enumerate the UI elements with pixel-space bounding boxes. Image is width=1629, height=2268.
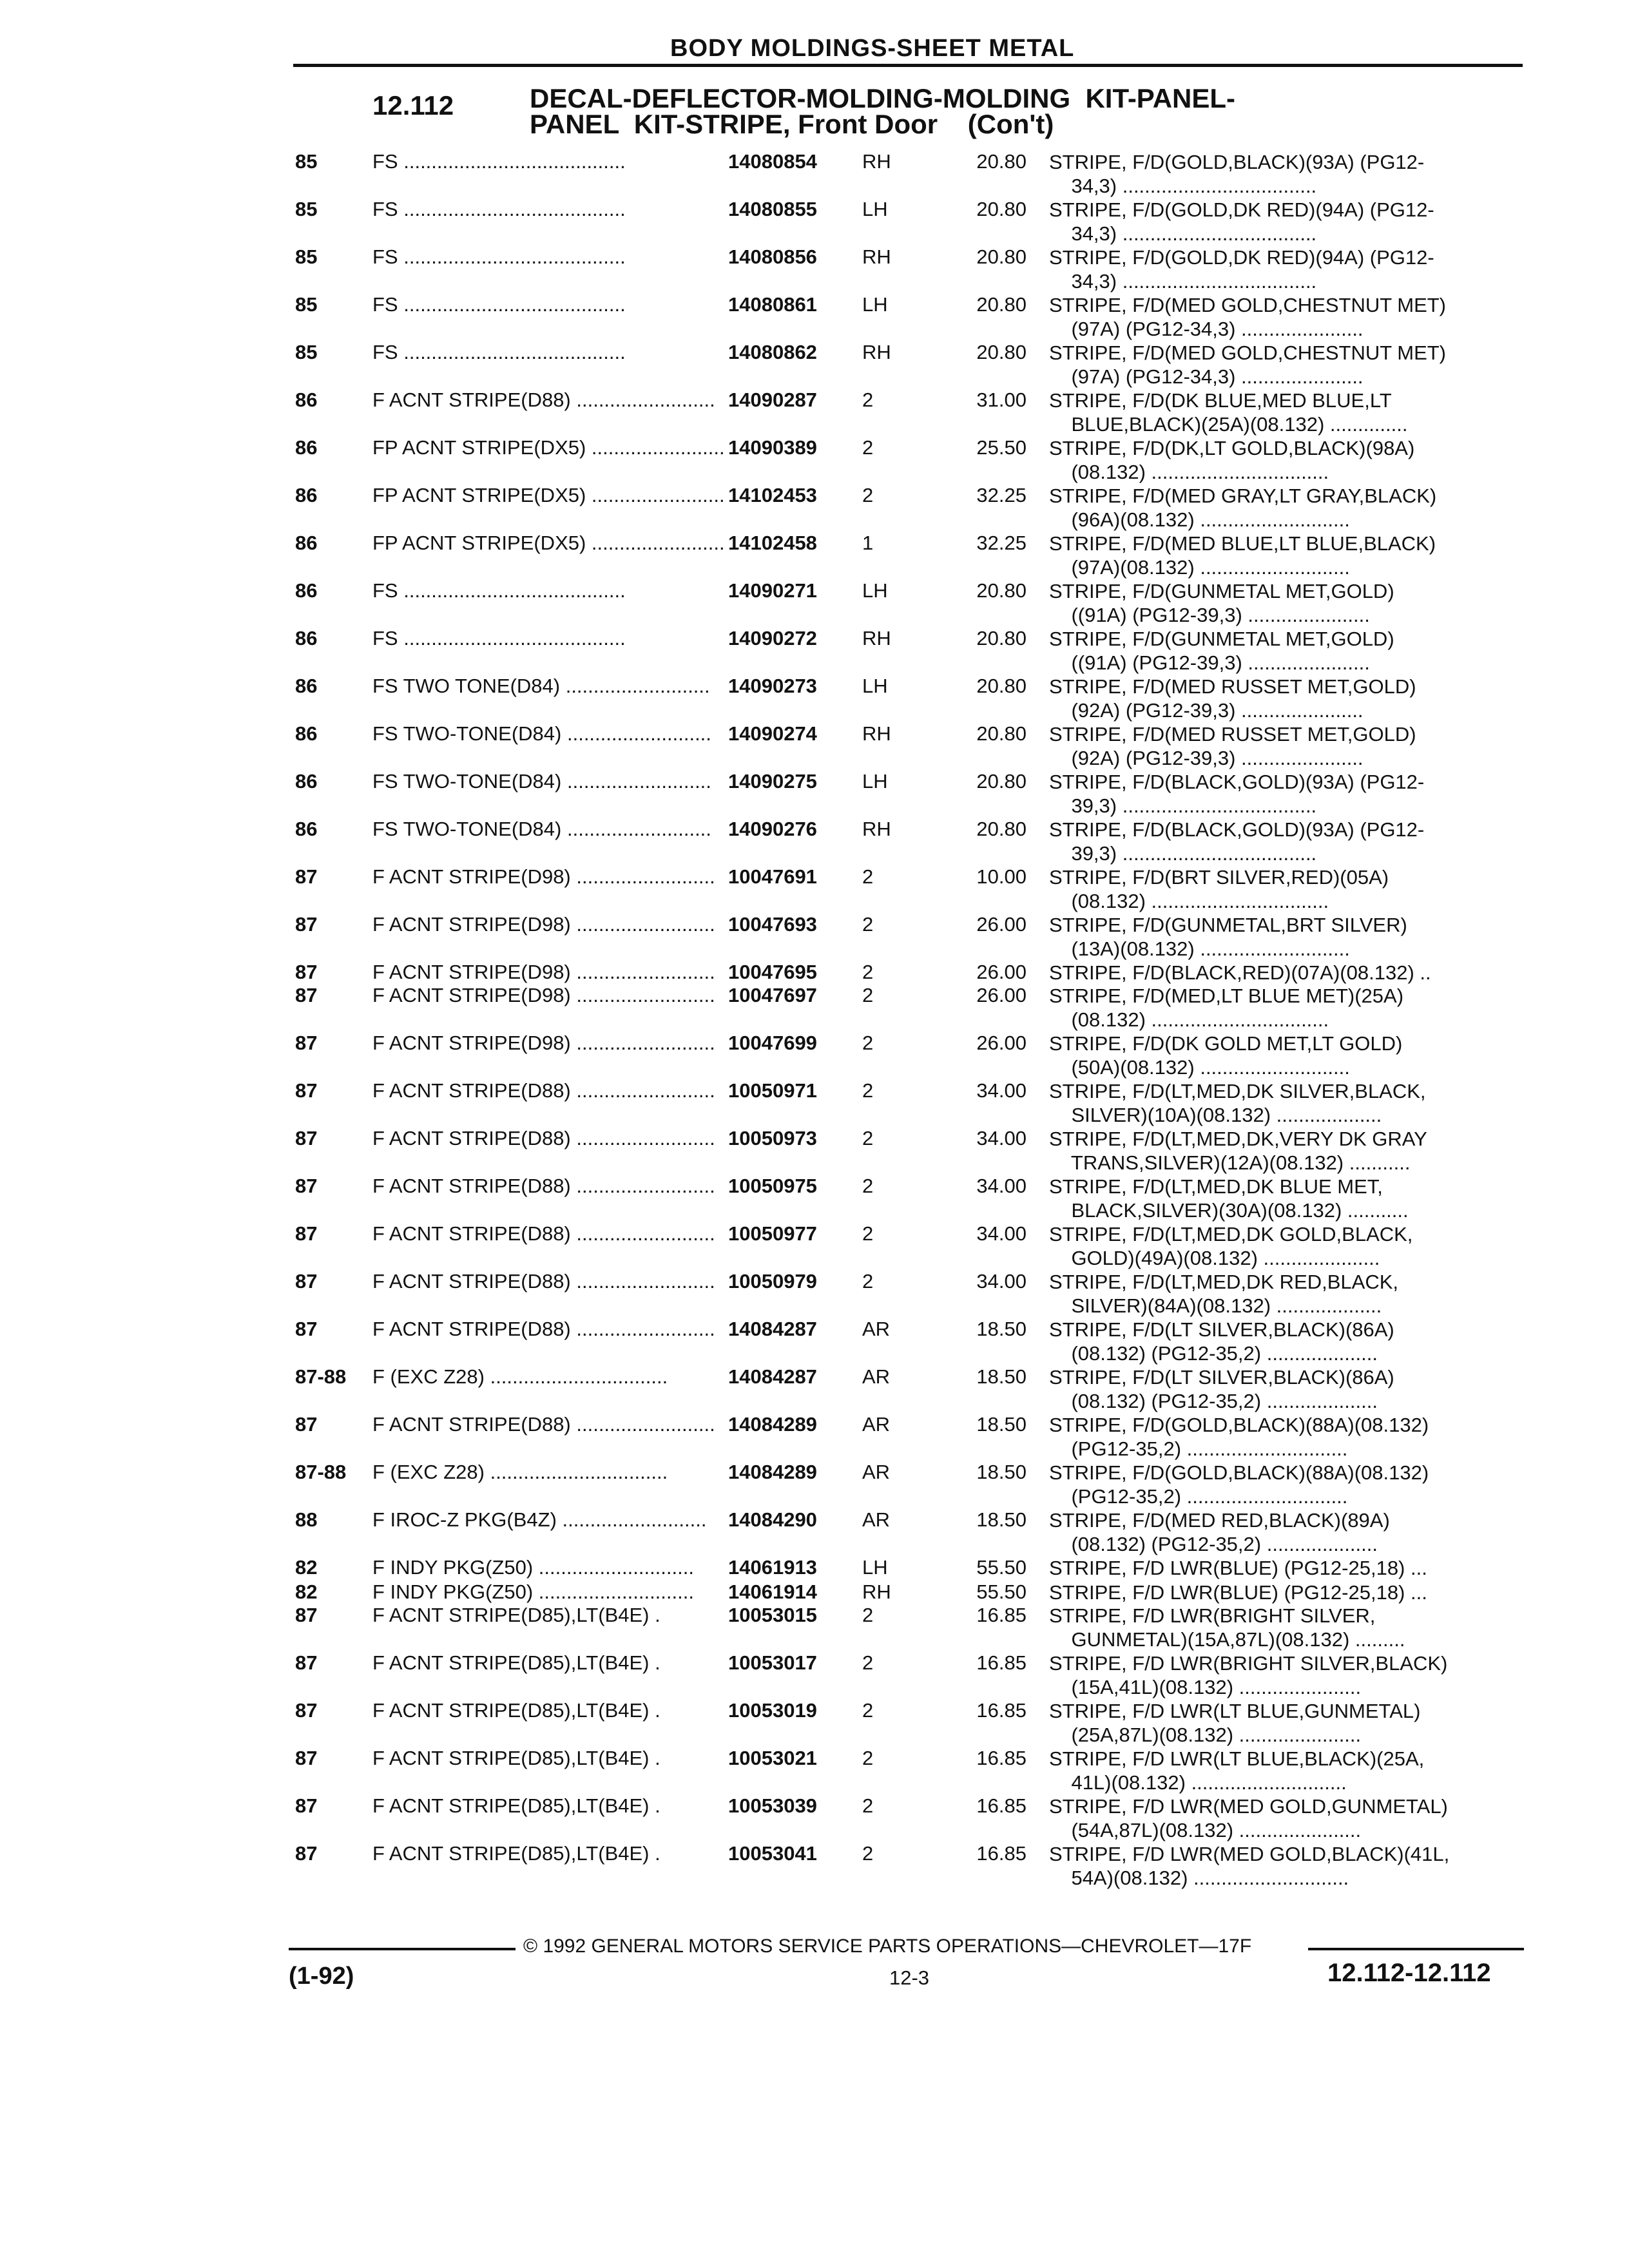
price: 16.85 [976,1651,1027,1674]
ref-number: 87 [295,1747,318,1769]
price: 55.50 [976,1556,1027,1579]
price: 55.50 [976,1581,1027,1603]
quantity: RH [862,722,891,745]
ref-number: 87 [295,1604,318,1626]
part-number: 10050973 [728,1127,817,1149]
usage-description: FS ........................................ [372,198,626,220]
price: 18.50 [976,1413,1027,1436]
usage-description: F ACNT STRIPE(D85),LT(B4E) . [372,1604,660,1626]
page-header-title: BODY MOLDINGS-SHEET METAL [670,35,1075,62]
price: 20.80 [976,675,1027,697]
ref-number: 87 [295,1842,318,1865]
part-description: STRIPE, F/D(MED GRAY,LT GRAY,BLACK) (96A)(08.132) ........................... [1049,485,1437,531]
part-number: 14090389 [728,436,817,459]
part-number: 10050971 [728,1079,817,1102]
ref-number: 86 [295,436,318,459]
usage-description: F ACNT STRIPE(D88) ......................... [372,1079,715,1102]
part-number: 14080861 [728,293,817,316]
quantity: AR [862,1461,891,1483]
quantity: 2 [862,865,874,888]
price: 34.00 [976,1079,1027,1102]
quantity: 2 [862,436,874,459]
quantity: 2 [862,1270,874,1293]
quantity: LH [862,675,888,697]
ref-number: 86 [295,770,318,793]
usage-description: F ACNT STRIPE(D98) ......................... [372,1032,715,1054]
price: 20.80 [976,341,1027,363]
price: 20.80 [976,150,1027,173]
part-number: 10053015 [728,1604,817,1626]
ref-number: 82 [295,1581,318,1603]
part-number: 14080862 [728,341,817,363]
ref-number: 87-88 [295,1461,347,1483]
part-number: 10053021 [728,1747,817,1769]
price: 32.25 [976,484,1027,506]
usage-description: F ACNT STRIPE(D85),LT(B4E) . [372,1699,660,1722]
usage-description: FP ACNT STRIPE(DX5) ........................ [372,532,725,554]
price: 34.00 [976,1175,1027,1197]
usage-description: F ACNT STRIPE(D88) ......................... [372,389,715,411]
ref-number: 85 [295,341,318,363]
part-number: 14090287 [728,389,817,411]
part-description: STRIPE, F/D(GOLD,DK RED)(94A) (PG12- 34,3) ................................... [1049,198,1434,245]
price: 26.00 [976,913,1027,936]
price: 26.00 [976,1032,1027,1054]
part-description: STRIPE, F/D(GUNMETAL,BRT SILVER) (13A)(08.132) ........................... [1049,914,1407,960]
usage-description: FS ........................................ [372,627,626,649]
part-description: STRIPE, F/D(GUNMETAL MET,GOLD) ((91A) (PG12-39,3) ...................... [1049,628,1394,674]
part-number: 14090275 [728,770,817,793]
quantity: 2 [862,1079,874,1102]
part-number: 10047691 [728,865,817,888]
ref-number: 85 [295,293,318,316]
footer-date: (1-92) [289,1963,354,1990]
part-description: STRIPE, F/D(GOLD,BLACK)(93A) (PG12- 34,3) ................................... [1049,151,1425,197]
section-title: DECAL-DEFLECTOR-MOLDING-MOLDING KIT-PANEL- PANEL KIT-STRIPE, Front Door (Con't) [530,83,1236,139]
price: 20.80 [976,293,1027,316]
usage-description: F INDY PKG(Z50) ............................ [372,1556,694,1579]
ref-number: 86 [295,675,318,697]
part-description: STRIPE, F/D(LT,MED,DK RED,BLACK, SILVER)(84A)(08.132) ................... [1049,1271,1399,1317]
price: 32.25 [976,532,1027,554]
price: 20.80 [976,627,1027,649]
price: 20.80 [976,245,1027,268]
part-number: 10050977 [728,1222,817,1245]
price: 20.80 [976,579,1027,602]
part-number: 10050975 [728,1175,817,1197]
price: 34.00 [976,1222,1027,1245]
footer-page-number: 12-3 [889,1966,930,1989]
part-description: STRIPE, F/D(MED GOLD,CHESTNUT MET) (97A) (PG12-34,3) ...................... [1049,294,1447,340]
part-description: STRIPE, F/D(LT SILVER,BLACK)(86A) (08.132) (PG12-35,2) .................... [1049,1318,1394,1365]
quantity: AR [862,1318,891,1340]
quantity: LH [862,293,888,316]
usage-description: F ACNT STRIPE(D88) ......................... [372,1175,715,1197]
price: 18.50 [976,1461,1027,1483]
price: 31.00 [976,389,1027,411]
part-number: 10047695 [728,961,817,983]
usage-description: FS ........................................ [372,293,626,316]
quantity: 2 [862,1032,874,1054]
quantity: 2 [862,1794,874,1817]
part-number: 14084287 [728,1318,817,1340]
ref-number: 87 [295,984,318,1006]
price: 16.85 [976,1747,1027,1769]
part-number: 14080854 [728,150,817,173]
ref-number: 87 [295,1651,318,1674]
price: 16.85 [976,1699,1027,1722]
quantity: 2 [862,1747,874,1769]
quantity: RH [862,341,891,363]
quantity: LH [862,1556,888,1579]
part-description: STRIPE, F/D(MED RUSSET MET,GOLD) (92A) (PG12-39,3) ...................... [1049,675,1416,722]
part-number: 14090271 [728,579,817,602]
usage-description: F ACNT STRIPE(D88) ......................... [372,1413,715,1436]
part-description: STRIPE, F/D LWR(BRIGHT SILVER, GUNMETAL)(15A,87L)(08.132) ......... [1049,1604,1405,1651]
quantity: LH [862,579,888,602]
part-number: 14084290 [728,1508,817,1531]
quantity: RH [862,627,891,649]
usage-description: F (EXC Z28) ................................ [372,1365,668,1388]
part-number: 10047697 [728,984,817,1006]
usage-description: FS ........................................ [372,341,626,363]
quantity: 2 [862,1175,874,1197]
price: 16.85 [976,1604,1027,1626]
part-description: STRIPE, F/D LWR(LT BLUE,BLACK)(25A, 41L)(08.132) ............................ [1049,1747,1425,1794]
part-description: STRIPE, F/D(MED,LT BLUE MET)(25A) (08.132) ................................ [1049,985,1404,1031]
price: 16.85 [976,1842,1027,1865]
quantity: AR [862,1365,891,1388]
usage-description: FS TWO TONE(D84) .......................... [372,675,710,697]
ref-number: 86 [295,532,318,554]
part-number: 10047699 [728,1032,817,1054]
ref-number: 87 [295,1175,318,1197]
price: 16.85 [976,1794,1027,1817]
header-rule [293,64,1523,67]
part-number: 10053041 [728,1842,817,1865]
part-description: STRIPE, F/D(MED GOLD,CHESTNUT MET) (97A) (PG12-34,3) ...................... [1049,341,1447,388]
usage-description: F (EXC Z28) ................................ [372,1461,668,1483]
part-description: STRIPE, F/D LWR(MED GOLD,GUNMETAL) (54A,87L)(08.132) ...................... [1049,1795,1448,1841]
part-number: 14090273 [728,675,817,697]
footer-rule-left [289,1948,516,1950]
part-description: STRIPE, F/D LWR(LT BLUE,GUNMETAL) (25A,87L)(08.132) ...................... [1049,1700,1421,1746]
part-description: STRIPE, F/D(GOLD,BLACK)(88A)(08.132) (PG12-35,2) ............................. [1049,1414,1429,1460]
ref-number: 87 [295,913,318,936]
quantity: 2 [862,961,874,983]
price: 25.50 [976,436,1027,459]
ref-number: 85 [295,245,318,268]
part-number: 14102458 [728,532,817,554]
ref-number: 87 [295,1413,318,1436]
footer-section-range: 12.112-12.112 [1327,1959,1491,1987]
part-number: 10050979 [728,1270,817,1293]
part-description: STRIPE, F/D(LT,MED,DK GOLD,BLACK, GOLD)(49A)(08.132) ..................... [1049,1223,1413,1269]
price: 20.80 [976,198,1027,220]
quantity: 2 [862,913,874,936]
part-description: STRIPE, F/D(BRT SILVER,RED)(05A) (08.132) ................................ [1049,866,1389,912]
part-description: STRIPE, F/D(LT,MED,DK SILVER,BLACK, SILVER)(10A)(08.132) ................... [1049,1080,1426,1126]
ref-number: 86 [295,818,318,840]
part-description: STRIPE, F/D(MED RUSSET MET,GOLD) (92A) (PG12-39,3) ...................... [1049,723,1416,769]
part-number: 14102453 [728,484,817,506]
quantity: RH [862,150,891,173]
ref-number: 87 [295,1318,318,1340]
part-number: 14061914 [728,1581,817,1603]
usage-description: F ACNT STRIPE(D88) ......................... [372,1318,715,1340]
part-number: 10053039 [728,1794,817,1817]
part-description: STRIPE, F/D(BLACK,GOLD)(93A) (PG12- 39,3) ................................... [1049,771,1425,817]
usage-description: FS TWO-TONE(D84) .......................... [372,770,711,793]
usage-description: FS ........................................ [372,150,626,173]
part-description: STRIPE, F/D(LT SILVER,BLACK)(86A) (08.132) (PG12-35,2) .................... [1049,1366,1394,1412]
part-number: 14090276 [728,818,817,840]
part-number: 14080856 [728,245,817,268]
part-description: STRIPE, F/D(DK,LT GOLD,BLACK)(98A) (08.132) ................................ [1049,437,1415,483]
part-description: STRIPE, F/D(DK GOLD MET,LT GOLD) (50A)(08.132) ........................... [1049,1032,1403,1079]
usage-description: FS TWO-TONE(D84) .......................... [372,722,711,745]
ref-number: 87 [295,1794,318,1817]
part-number: 14084289 [728,1413,817,1436]
usage-description: F ACNT STRIPE(D88) ......................... [372,1270,715,1293]
ref-number: 86 [295,579,318,602]
part-number: 14090272 [728,627,817,649]
usage-description: F ACNT STRIPE(D98) ......................... [372,961,715,983]
usage-description: FS ........................................ [372,579,626,602]
part-description: STRIPE, F/D(LT,MED,DK BLUE MET, BLACK,SILVER)(30A)(08.132) ........... [1049,1175,1409,1222]
usage-description: F ACNT STRIPE(D98) ......................... [372,984,715,1006]
price: 26.00 [976,984,1027,1006]
quantity: AR [862,1508,891,1531]
quantity: RH [862,818,891,840]
ref-number: 86 [295,484,318,506]
part-description: STRIPE, F/D(BLACK,GOLD)(93A) (PG12- 39,3) ................................... [1049,818,1425,865]
price: 26.00 [976,961,1027,983]
quantity: 1 [862,532,874,554]
part-number: 14090274 [728,722,817,745]
part-description: STRIPE, F/D(LT,MED,DK,VERY DK GRAY TRANS,SILVER)(12A)(08.132) ........... [1049,1128,1427,1174]
part-number: 14084289 [728,1461,817,1483]
quantity: LH [862,198,888,220]
part-number: 14061913 [728,1556,817,1579]
usage-description: FS ........................................ [372,245,626,268]
price: 18.50 [976,1365,1027,1388]
part-description: STRIPE, F/D(GUNMETAL MET,GOLD) ((91A) (PG12-39,3) ...................... [1049,580,1394,626]
part-description: STRIPE, F/D(GOLD,BLACK)(88A)(08.132) (PG12-35,2) ............................. [1049,1461,1429,1508]
footer-copyright: © 1992 GENERAL MOTORS SERVICE PARTS OPERATIONS—CHEVROLET—17F [523,1936,1252,1957]
quantity: 2 [862,1699,874,1722]
usage-description: FP ACNT STRIPE(DX5) ........................ [372,436,725,459]
part-description: STRIPE, F/D LWR(BLUE) (PG12-25,18) ... [1049,1557,1427,1579]
ref-number: 87 [295,1270,318,1293]
ref-number: 86 [295,722,318,745]
ref-number: 87 [295,1699,318,1722]
usage-description: F ACNT STRIPE(D85),LT(B4E) . [372,1842,660,1865]
quantity: LH [862,770,888,793]
usage-description: F ACNT STRIPE(D85),LT(B4E) . [372,1651,660,1674]
part-description: STRIPE, F/D LWR(MED GOLD,BLACK)(41L, 54A)(08.132) ............................ [1049,1843,1450,1889]
ref-number: 87 [295,1127,318,1149]
usage-description: F ACNT STRIPE(D98) ......................... [372,865,715,888]
ref-number: 88 [295,1508,318,1531]
quantity: 2 [862,1222,874,1245]
quantity: 2 [862,389,874,411]
footer-rule-right [1308,1948,1524,1950]
quantity: 2 [862,1842,874,1865]
usage-description: FS TWO-TONE(D84) .......................... [372,818,711,840]
ref-number: 87 [295,1032,318,1054]
ref-number: 87 [295,865,318,888]
part-description: STRIPE, F/D(MED RED,BLACK)(89A) (08.132) (PG12-35,2) .................... [1049,1509,1390,1555]
usage-description: F ACNT STRIPE(D85),LT(B4E) . [372,1747,660,1769]
price: 10.00 [976,865,1027,888]
part-description: STRIPE, F/D LWR(BRIGHT SILVER,BLACK) (15A,41L)(08.132) ...................... [1049,1652,1448,1698]
ref-number: 87-88 [295,1365,347,1388]
price: 18.50 [976,1318,1027,1340]
usage-description: F IROC-Z PKG(B4Z) .......................... [372,1508,707,1531]
quantity: 2 [862,984,874,1006]
quantity: 2 [862,484,874,506]
usage-description: FP ACNT STRIPE(DX5) ........................ [372,484,725,506]
quantity: AR [862,1413,891,1436]
ref-number: 85 [295,150,318,173]
ref-number: 85 [295,198,318,220]
price: 34.00 [976,1270,1027,1293]
usage-description: F ACNT STRIPE(D85),LT(B4E) . [372,1794,660,1817]
quantity: RH [862,1581,891,1603]
ref-number: 87 [295,961,318,983]
part-number: 10047693 [728,913,817,936]
quantity: 2 [862,1127,874,1149]
part-number: 14084287 [728,1365,817,1388]
part-number: 14080855 [728,198,817,220]
price: 20.80 [976,770,1027,793]
price: 20.80 [976,722,1027,745]
quantity: 2 [862,1651,874,1674]
price: 18.50 [976,1508,1027,1531]
quantity: RH [862,245,891,268]
part-description: STRIPE, F/D(DK BLUE,MED BLUE,LT BLUE,BLACK)(25A)(08.132) .............. [1049,389,1408,436]
section-number: 12.112 [372,90,454,120]
ref-number: 82 [295,1556,318,1579]
usage-description: F ACNT STRIPE(D98) ......................... [372,913,715,936]
usage-description: F ACNT STRIPE(D88) ......................... [372,1222,715,1245]
usage-description: F ACNT STRIPE(D88) ......................... [372,1127,715,1149]
part-description: STRIPE, F/D(BLACK,RED)(07A)(08.132) .. [1049,961,1431,984]
part-description: STRIPE, F/D LWR(BLUE) (PG12-25,18) ... [1049,1581,1427,1604]
ref-number: 87 [295,1079,318,1102]
quantity: 2 [862,1604,874,1626]
usage-description: F INDY PKG(Z50) ............................ [372,1581,694,1603]
ref-number: 86 [295,389,318,411]
part-number: 10053017 [728,1651,817,1674]
ref-number: 86 [295,627,318,649]
price: 20.80 [976,818,1027,840]
part-description: STRIPE, F/D(GOLD,DK RED)(94A) (PG12- 34,3) ................................... [1049,246,1434,293]
part-number: 10053019 [728,1699,817,1722]
ref-number: 87 [295,1222,318,1245]
part-description: STRIPE, F/D(MED BLUE,LT BLUE,BLACK) (97A)(08.132) ........................... [1049,532,1436,579]
price: 34.00 [976,1127,1027,1149]
